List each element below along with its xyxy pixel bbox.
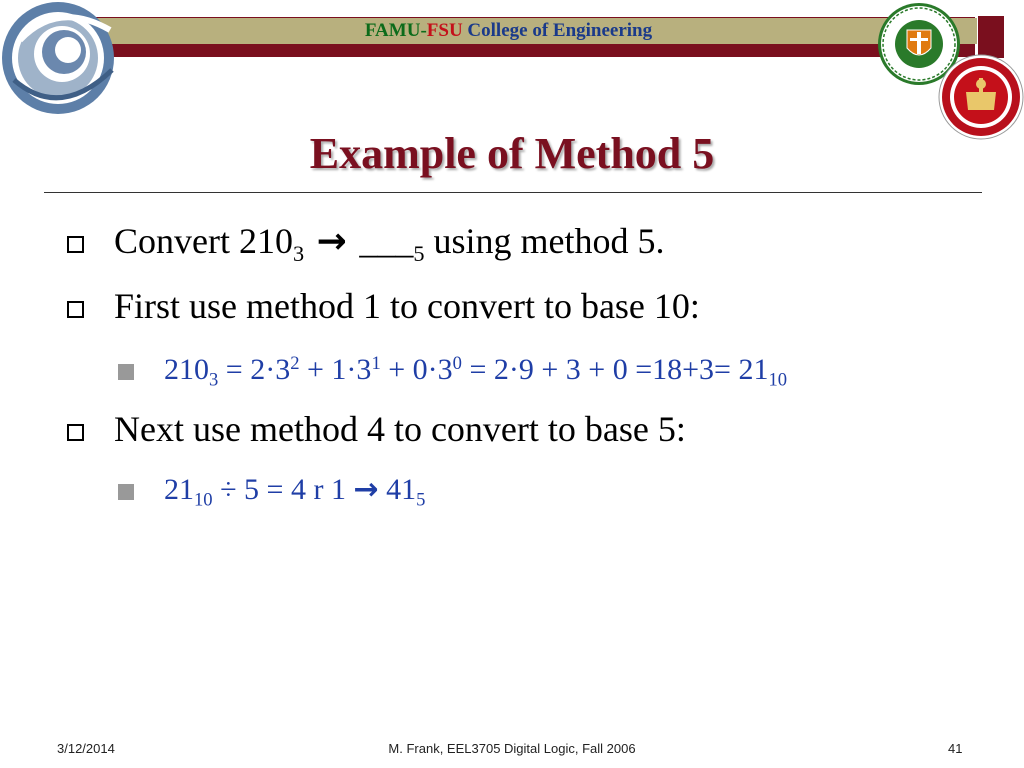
right-arrow-icon: → [353,472,379,507]
expr-result: = 2·9 + 3 + 0 =18+3= 21 [461,353,769,386]
bullet-method1 [114,284,700,328]
div-result-base: 5 [416,489,426,511]
hollow-square-bullet-icon [67,424,84,441]
bullet-method1-text: First use method 1 to convert to base 10: [114,286,700,326]
header-banner-title [40,18,977,44]
bullet-convert-base5: 5 [413,240,425,266]
footer-date: 3/12/2014 [57,741,115,756]
title-divider [44,192,982,193]
bullet-convert-blank: ___ [359,221,414,261]
bullet-convert [114,219,665,264]
right-arrow-icon: → [304,221,360,262]
footer-center: M. Frank, EEL3705 Digital Logic, Fall 2006 [388,741,636,756]
banner-famu: FAMU [364,20,421,41]
bullet-method4-text: Next use method 4 to convert to base 5: [114,409,686,449]
header-right-block [978,16,1004,58]
expr-210: 210 [164,353,209,386]
slide-title: Example of Method 5 [309,129,715,178]
banner-college: College of Engineering [462,20,653,41]
expr-term1: = 2·3 [218,353,291,386]
div-21: 21 [164,473,194,506]
hollow-square-bullet-icon [67,301,84,318]
filled-square-bullet-icon [118,364,134,380]
bullet-convert-base3: 3 [292,240,305,266]
div-21-base: 10 [194,489,213,511]
sub-bullet-base10 [164,350,787,390]
expr-term2: + 1·3 [299,353,372,386]
expr-term3-exp: 0 [452,352,462,374]
expr-term1-exp: 2 [290,352,300,374]
banner-dash: - [420,20,427,41]
banner-fsu: FSU [426,20,463,41]
bullet-method4 [114,407,686,451]
div-expression: ÷ 5 = 4 r 1 [212,473,354,506]
sub-bullet-base5 [164,470,425,510]
expr-210-base: 3 [209,369,219,391]
filled-square-bullet-icon [118,484,134,500]
expr-term3: + 0·3 [380,353,453,386]
bullet-convert-rest: using method 5. [424,221,665,261]
expr-result-base: 10 [768,369,788,391]
footer-page-number: 41 [948,741,963,756]
college-logo-icon [0,0,130,118]
expr-term2-exp: 1 [371,352,381,374]
hollow-square-bullet-icon [67,236,84,253]
bullet-convert-text: Convert 210 [114,221,293,261]
div-result: 41 [378,473,417,506]
